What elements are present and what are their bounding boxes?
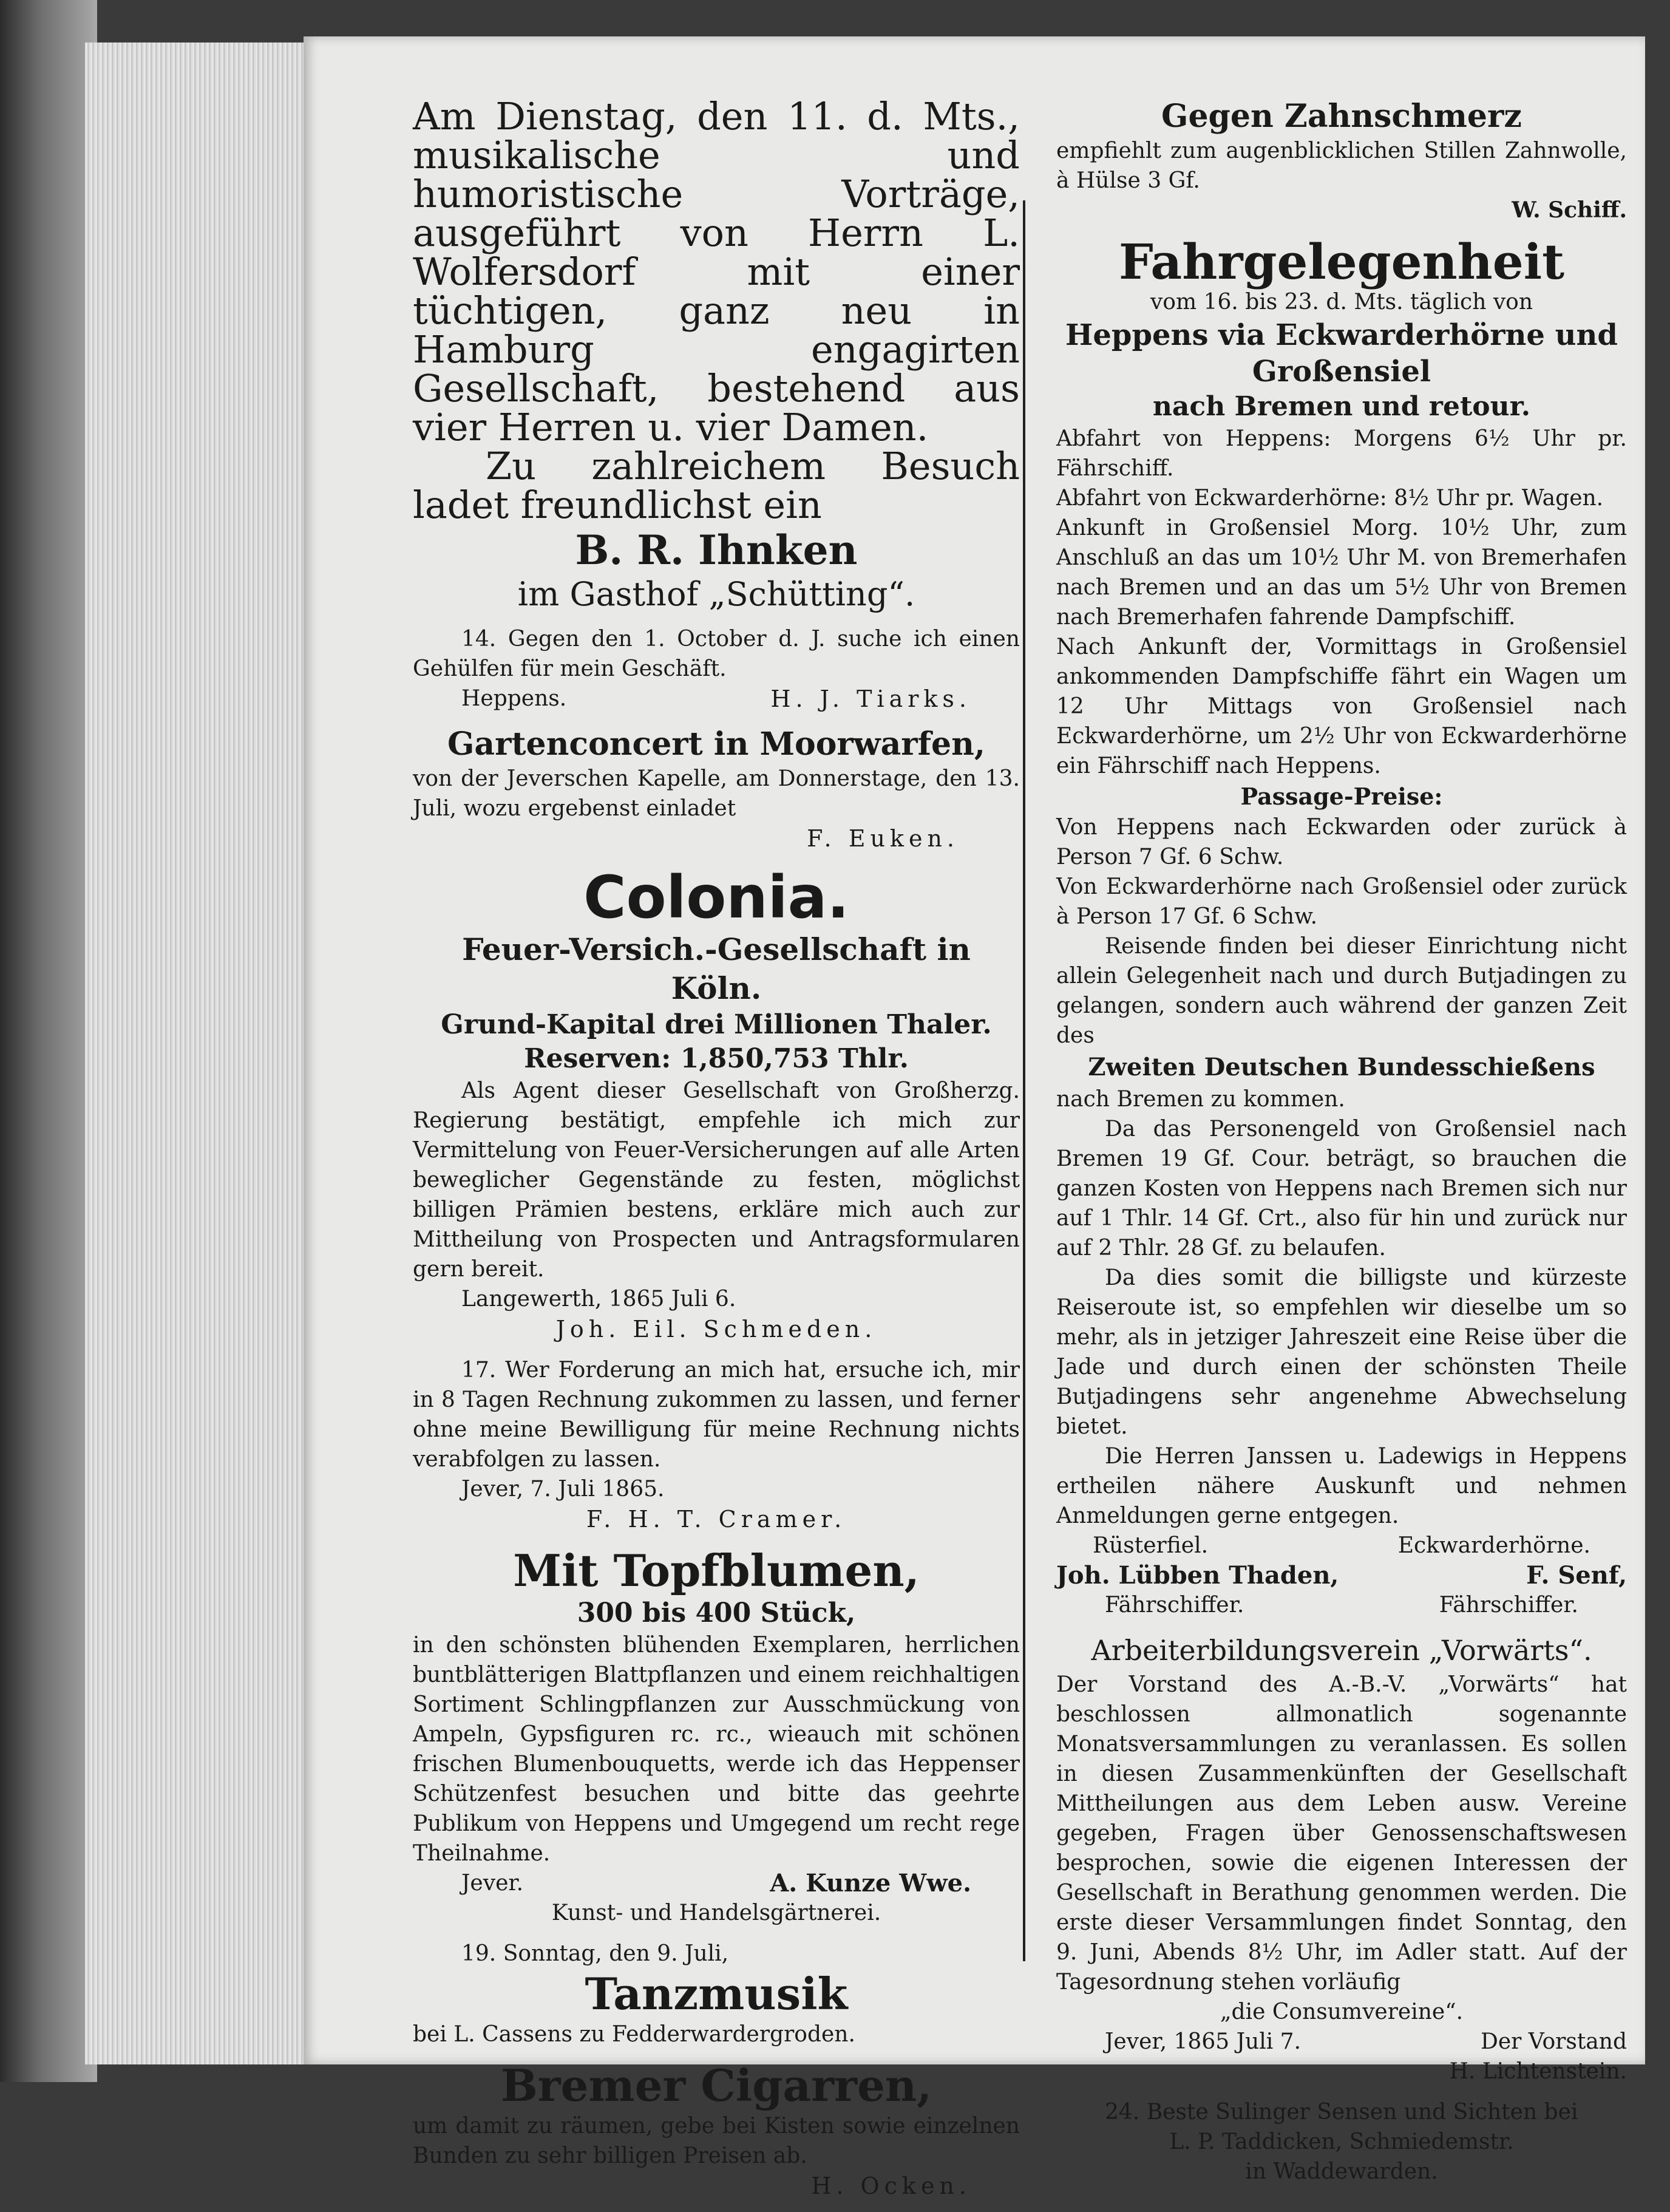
ad-arbeiterbildungsverein bbox=[1056, 1631, 1627, 2086]
schedule-line: Abfahrt von Eckwarderhörne: 8½ Uhr pr. Wagen. bbox=[1056, 486, 1604, 511]
ad-agenda: „die Consumvereine“. bbox=[1220, 1999, 1464, 2024]
ad-place: im Gasthof „Schütting“. bbox=[517, 575, 915, 613]
ad-subtitle: 300 bis 400 Stück, bbox=[577, 1598, 856, 1628]
advertiser-name: Joh. Eil. Schmeden. bbox=[555, 1316, 877, 1343]
ad-dateline: Jever, 1865 Juli 7. bbox=[1105, 2029, 1302, 2054]
advertiser-name: L. P. Taddicken, Schmiedemstr. bbox=[1169, 2129, 1514, 2154]
ad-dateline: 19. Sonntag, den 9. Juli, bbox=[461, 1941, 729, 1966]
ad-text: 17. Wer Forderung an mich hat, ersuche ich, mir in 8 Tagen Rechnung zukommen zu lassen, und ferner ohne meine Bewilligung für meine Rechnung nichts verabfolgen zu lassen. bbox=[413, 1358, 1020, 1472]
ad-dateline: Jever, 7. Juli 1865. bbox=[461, 1477, 665, 1502]
schedule-line: Abfahrt von Heppens: Morgens 6½ Uhr pr. Fährschiff. bbox=[1056, 426, 1627, 481]
ad-title: Arbeiterbildungsverein „Vorwärts“. bbox=[1091, 1634, 1592, 1667]
ad-route-destination: nach Bremen und retour. bbox=[1152, 391, 1531, 422]
ad-text: von der Jeverschen Kapelle, am Donnerstage, den 13. Juli, wozu ergebenst einladet bbox=[413, 766, 1020, 821]
ad-dates: vom 16. bis 23. d. Mts. täglich von bbox=[1150, 290, 1533, 315]
ad-reserve: Reserven: 1,850,753 Thlr. bbox=[524, 1043, 909, 1074]
price-line: Von Heppens nach Eckwarden oder zurück à Person 7 Gf. 6 Schw. bbox=[1056, 815, 1627, 869]
prices-heading: Passage-Preise: bbox=[1240, 783, 1443, 810]
ad-text: 24. Beste Sulinger Sensen und Sichten bei bbox=[1105, 2100, 1578, 2125]
advertiser-name: A. Kunze Wwe. bbox=[770, 1869, 971, 1897]
ad-text: Am Dienstag, den 11. d. Mts., musikalische und humoristische Vorträge, ausgeführt von Herrn L. Wolfersdorf mit einer tüchtigen, ganz neu in Hamburg engagirten Gesellschaft, bestehend aus vier Herren u. vier Damen. bbox=[413, 94, 1020, 449]
schedule-line: Ankunft in Großensiel Morg. 10½ Uhr, zum Anschluß an das um 10½ Uhr M. von Bremerhafen nach Bremen und an das um 5½ Uhr von Bremen nach Bremerhafen fahrende Dampfschiff. bbox=[1056, 516, 1627, 630]
ad-sensen bbox=[1056, 2097, 1627, 2186]
ad-cigarren bbox=[413, 2060, 1020, 2201]
ad-title: Mit Topfblumen, bbox=[513, 1545, 920, 1596]
advertiser-name: F. Euken. bbox=[807, 825, 959, 852]
place-right: Eckwarderhörne. bbox=[1397, 1533, 1590, 1558]
book-page-edges bbox=[85, 43, 316, 2064]
ad-cramer bbox=[413, 1355, 1020, 1534]
ad-capital: Grund-Kapital drei Millionen Thaler. bbox=[441, 1009, 992, 1040]
advertiser-trade: Kunst- und Handelsgärtnerei. bbox=[551, 1901, 881, 1925]
advertiser-name: F. Senf, bbox=[1526, 1561, 1627, 1590]
ad-route: Heppens via Eckwarderhörne und Großensiel bbox=[1065, 318, 1618, 389]
ad-subtitle: Feuer-Versich.-Gesellschaft in Köln. bbox=[462, 931, 971, 1006]
newspaper-page bbox=[304, 36, 1645, 2199]
ad-title: Tanzmusik bbox=[585, 1968, 848, 2020]
ad-text: Reisende finden bei dieser Einrichtung nicht allein Gelegenheit nach und durch Butjadingen zu gelangen, sondern auch während der ganzen Zeit des bbox=[1056, 934, 1627, 1048]
advertiser-name: H. Ocken. bbox=[811, 2173, 971, 2199]
ad-topfblumen bbox=[413, 1545, 1020, 1928]
ad-text: Der Vorstand des A.-B.-V. „Vorwärts“ hat beschlossen allmonatlich sogenannte Monatsversammlungen zu veranlassen. Es sollen in diesen Zusammenkünften der Gesellschaft Mittheilungen aus dem Leben ausw. Vereine gegeben, Fragen über Genossenschaftswesen besprochen, sowie die eigenen Interessen der Gesellschaft in Berathung genommen werden. Die erste dieser Versammlungen findet Sonntag, den 9. Juni, Abends 8½ Uhr, im Adler statt. Auf der Tagesordnung stehen vorläufig bbox=[1056, 1672, 1627, 1995]
scan-background bbox=[0, 0, 97, 2082]
advertiser-name: H. Lichtenstein. bbox=[1449, 2059, 1627, 2084]
ad-text: Die Herren Janssen u. Ladewigs in Heppens ertheilen nähere Auskunft und nehmen Anmeldungen gerne entgegen. bbox=[1056, 1444, 1627, 1528]
ad-place: in Waddewarden. bbox=[1245, 2159, 1438, 2184]
ad-place: Jever. bbox=[461, 1871, 524, 1896]
ad-event: Zweiten Deutschen Bundesschießens bbox=[1088, 1053, 1595, 1081]
ad-text: nach Bremen zu kommen. bbox=[1056, 1087, 1345, 1112]
ad-text: Da das Personengeld von Großensiel nach Bremen 19 Gf. Cour. beträgt, so brauchen die ganzen Kosten von Heppens nach Bremen sich nur auf 1 Thlr. 14 Gf. Crt., also für hin und zurück nur auf 2 Thlr. 28 Gf. zu belaufen. bbox=[1056, 1117, 1627, 1261]
ad-title: Bremer Cigarren, bbox=[500, 2060, 932, 2111]
left-column bbox=[413, 94, 1020, 2212]
column-divider bbox=[1023, 200, 1025, 1961]
place-left: Rüsterfiel. bbox=[1093, 1533, 1209, 1558]
right-column bbox=[1056, 97, 1627, 2197]
advertiser-name: F. H. T. Cramer. bbox=[586, 1506, 847, 1533]
schedule-line: Nach Ankunft der, Vormittags in Großensiel ankommenden Dampfschiffe fährt ein Wagen um 12 Uhr Mittags von Großensiel nach Eckwarderhörne, um 2½ Uhr von Eckwarderhörne ein Fährschiff nach Heppens. bbox=[1056, 635, 1627, 778]
ad-colonia bbox=[413, 865, 1020, 1344]
ad-tanzmusik bbox=[413, 1939, 1020, 2049]
ad-title: Colonia. bbox=[583, 863, 849, 931]
advertiser-role: Fährschiffer. bbox=[1439, 1593, 1578, 1618]
ad-text: Als Agent dieser Gesellschaft von Großherzg. Regierung bestätigt, empfehle ich mich zur Vermittelung von Feuer-Versicherungen auf alle Arten beweglicher Gegenstände zu festen, möglichst billigen Prämien bestens, erkläre mich auch zur Mittheilung von Prospecten und Antragsformularen gern bereit. bbox=[413, 1078, 1020, 1282]
ad-text: 14. Gegen den 1. October d. J. suche ich einen Gehülfen für mein Geschäft. bbox=[413, 627, 1020, 681]
ad-place: Heppens. bbox=[461, 686, 567, 711]
ad-dateline: Langewerth, 1865 Juli 6. bbox=[461, 1287, 736, 1312]
price-line: Von Eckwarderhörne nach Großensiel oder zurück à Person 17 Gf. 6 Schw. bbox=[1056, 874, 1627, 929]
ad-tiarks bbox=[413, 624, 1020, 714]
ad-text: in den schönsten blühenden Exemplaren, herrlichen buntblätterigen Blattpflanzen und einem reichhaltigen Sortiment Schlingpflanzen zur Ausschmückung von Ampeln, Gypsfiguren rc. rc., wieauch mit schönen frischen Blumenbouquetts, werde ich das Heppenser Schützenfest besuchen und bitte das geehrte Publikum von Heppens und Umgegend um recht rege Theilnahme. bbox=[413, 1633, 1020, 1866]
advertiser-name: B. R. Ihnken bbox=[575, 526, 858, 574]
ad-text: empfiehlt zum augenblicklichen Stillen Zahnwolle, à Hülse 3 Gf. bbox=[1056, 138, 1627, 193]
ad-title: Gartenconcert in Moorwarfen, bbox=[447, 726, 986, 763]
ad-text: um damit zu räumen, gebe bei Kisten sowie einzelnen Bunden zu sehr billigen Preisen ab. bbox=[413, 2114, 1020, 2168]
ad-text: bei L. Cassens zu Fedderwardergroden. bbox=[413, 2022, 855, 2047]
advertiser-name: W. Schiff. bbox=[1512, 197, 1627, 223]
advertiser-role: Fährschiffer. bbox=[1105, 1593, 1244, 1618]
ad-title: Fahrgelegenheit bbox=[1118, 233, 1565, 290]
ad-title: Gegen Zahnschmerz bbox=[1161, 98, 1522, 135]
ad-zahnschmerz bbox=[1056, 97, 1627, 225]
ad-wolfersdorf bbox=[413, 94, 1020, 613]
ad-board: Der Vorstand bbox=[1480, 2029, 1627, 2054]
ad-text: Da dies somit die billigste und kürzeste Reiseroute ist, so empfehlen wir dieselbe um so mehr, als in jetziger Jahreszeit eine Reise über die Jade und durch einen der schönsten Theile Butjadingens sehr angenehme Abwechselung bietet. bbox=[1056, 1265, 1627, 1439]
advertiser-name: Joh. Lübben Thaden, bbox=[1056, 1561, 1339, 1590]
advertiser-name: H. J. Tiarks. bbox=[770, 686, 971, 712]
ad-gartenconcert bbox=[413, 725, 1020, 854]
ad-fahrgelegenheit bbox=[1056, 233, 1627, 1620]
ad-invite: Zu zahlreichem Besuch ladet freundlichst ein bbox=[413, 444, 1020, 527]
